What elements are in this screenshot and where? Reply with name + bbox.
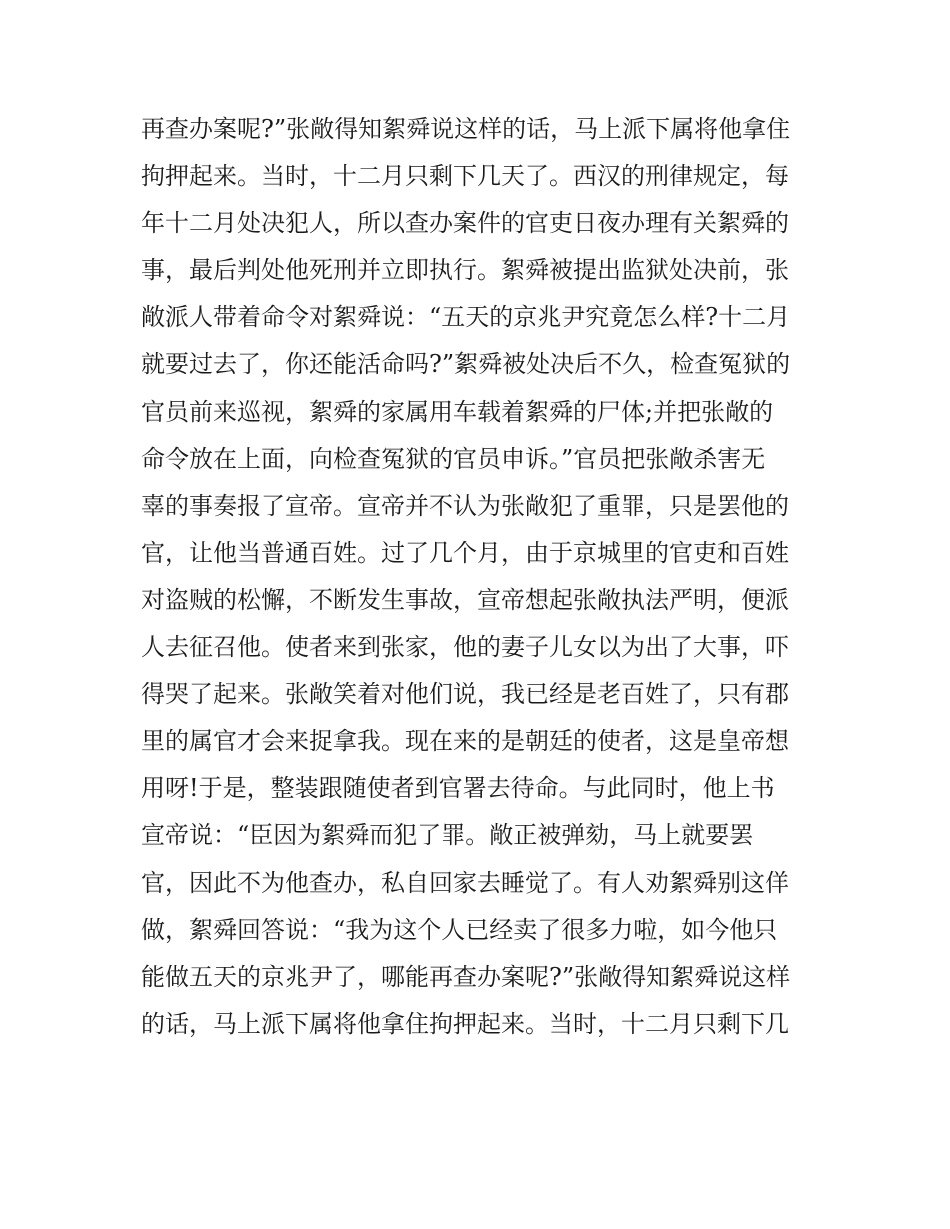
text-line-19: 能做五天的京兆尹了，哪能再查办案呢?”张敞得知絮舜说这样 bbox=[141, 962, 791, 991]
text-line-11: 对盗贼的松懈，不断发生事故，宣帝想起张敞执法严明，便派 bbox=[141, 585, 789, 614]
text-line-13: 得哭了起来。张敞笑着对他们说，我已经是老百姓了，只有郡 bbox=[141, 680, 789, 709]
text-line-20: 的话，马上派下属将他拿住拘押起来。当时，十二月只剩下几 bbox=[141, 1009, 789, 1038]
text-line-18: 做，絮舜回答说：“我为这个人已经卖了很多力啦，如今他只 bbox=[141, 915, 778, 944]
text-line-1: 再查办案呢?”张敞得知絮舜说这样的话，马上派下属将他拿住 bbox=[141, 115, 791, 143]
body-text bbox=[141, 106, 821, 1048]
text-line-3: 年十二月处决犯人，所以查办案件的官吏日夜办理有关絮舜的 bbox=[141, 209, 789, 238]
text-line-17: 官，因此不为他查办，私自回家去睡觉了。有人劝絮舜别这佯 bbox=[141, 868, 789, 897]
text-line-4: 事，最后判处他死刑并立即执行。絮舜被提出监狱处决前，张 bbox=[141, 256, 789, 285]
text-line-9: 辜的事奏报了宣帝。宣帝并不认为张敞犯了重罪，只是罢他的 bbox=[141, 491, 789, 520]
text-line-12: 人去征召他。使者来到张家，他的妻子儿女以为出了大事，吓 bbox=[141, 633, 789, 662]
text-line-6: 就要过去了，你还能活命吗?”絮舜被处决后不久，检查冤狱的 bbox=[141, 350, 791, 379]
text-line-16: 宣帝说：“臣因为絮舜而犯了罪。敞正被弹劾，马上就要罢 bbox=[141, 821, 754, 850]
text-line-10: 官，让他当普通百姓。过了几个月，由于京城里的官吏和百姓 bbox=[141, 538, 789, 567]
text-line-14: 里的属官才会来捉拿我。现在来的是朝廷的使者，这是皇帝想 bbox=[141, 727, 789, 756]
text-line-8: 命令放在上面，向检查冤狱的官员申诉。”官员把张敞杀害无 bbox=[141, 444, 766, 473]
text-line-2: 拘押起来。当时，十二月只剩下几天了。西汉的刑律规定，每 bbox=[141, 162, 789, 191]
text-line-7: 官员前来巡视，絮舜的家属用车载着絮舜的尸体;并把张敞的 bbox=[141, 397, 774, 426]
text-line-5: 敞派人带着命令对絮舜说：“五天的京兆尹究竟怎么样?十二月 bbox=[141, 303, 791, 332]
text-line-15: 用呀!于是，整装跟随使者到官署去待命。与此同时，他上书 bbox=[141, 774, 775, 803]
